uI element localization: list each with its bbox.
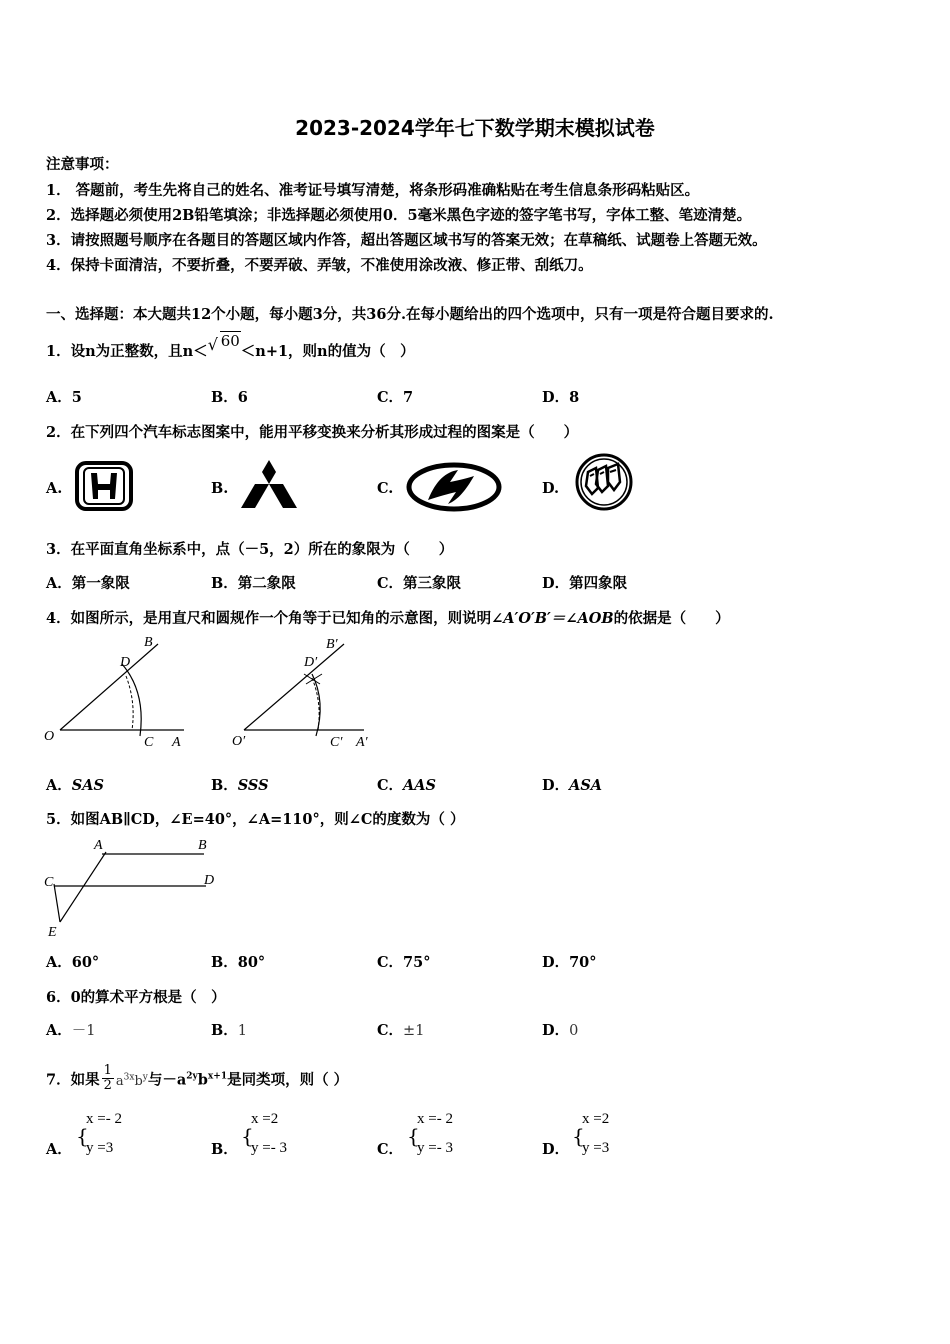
q4-option-d [542, 774, 602, 795]
q1-option-a: A．5 [46, 389, 82, 406]
q1-stem-post: ＜n+1，则n的值为（ ） [240, 343, 415, 360]
q7-option-a-letter: A． [46, 1141, 72, 1158]
fig1-label-d: D [120, 655, 131, 670]
q3-option-a: A．第一象限 [46, 575, 130, 592]
q5-label-c: C [44, 875, 54, 890]
q6-option-b-value: 1 [237, 1023, 247, 1039]
q4-option-b-value: SSS [237, 777, 269, 794]
q7-option-b-eq2: y =- 3 [251, 1140, 287, 1156]
q7-stem-pre: 7．如果 [46, 1071, 100, 1089]
q4-option-b [211, 774, 269, 795]
q3-option-c: C．第三象限 [377, 575, 462, 592]
q7-option-c-letter: C． [377, 1141, 404, 1158]
q3-option-b: B．第二象限 [211, 575, 296, 592]
notes-heading: 注意事项： [46, 156, 119, 173]
q4-figure-copied-angle [230, 632, 390, 752]
q1-option-d: D．8 [542, 389, 580, 406]
q7-option-b-brace: { [241, 1124, 254, 1148]
q6-option-b [211, 1019, 247, 1040]
q7-option-b-letter: B． [211, 1141, 238, 1158]
q6-option-d-letter: D． [542, 1022, 570, 1039]
page-title: 2023-2024学年七下数学期末模拟试卷 [295, 116, 655, 140]
honda-logo-icon [74, 460, 134, 512]
q4-option-b-letter: B． [211, 777, 238, 794]
q7-option-a-eq2: y =3 [86, 1140, 114, 1156]
q5-option-a: A．60° [46, 954, 100, 971]
q7-term1-a: a [115, 1073, 124, 1089]
fig2-label-c: C′ [330, 735, 343, 750]
fig1-label-o: O [44, 729, 55, 744]
q6-option-c [377, 1019, 424, 1040]
note-item-2: 2．选择题必须使用2B铅笔填涂；非选择题必须使用0．5毫米黑色字迹的签字笔书写，字体工整、笔迹清楚。 [46, 207, 752, 224]
note-item-3: 3．请按照题号顺序在各题目的答题区域内作答，超出答题区域书写的答案无效；在草稿纸、试题卷上答题无效。 [46, 232, 767, 249]
q6-option-c-value: ±1 [403, 1023, 425, 1039]
q1-option-b: B．6 [211, 389, 248, 406]
q7-option-a-eq1: x =- 2 [86, 1111, 122, 1127]
q4-option-c [377, 774, 436, 795]
fig1-label-c: C [144, 735, 154, 750]
q7-option-c-eq2: y =- 3 [417, 1140, 453, 1156]
question-7 [46, 1063, 349, 1095]
q7-fraction-denominator: 2 [103, 1078, 112, 1093]
q4-option-c-letter: C． [377, 777, 404, 794]
q5-label-e: E [48, 925, 57, 940]
buick-logo-icon [574, 452, 634, 512]
q7-option-d-letter: D． [542, 1141, 570, 1158]
q2-option-b-label: B. [211, 480, 229, 497]
q1-option-c: C．7 [377, 389, 414, 406]
q5-label-b: B [198, 838, 207, 853]
question-2: 2．在下列四个汽车标志图案中，能用平移变换来分析其形成过程的图案是（ ） [46, 424, 579, 441]
note-item-1: 1． 答题前，考生先将自己的姓名、准考证号填写清楚，将条形码准确粘贴在考生信息条形码粘贴区。 [46, 182, 700, 199]
q4-stem-math: ∠A′O′B′＝∠AOB [491, 610, 614, 627]
q4-option-c-value: AAS [403, 777, 437, 794]
question-4 [46, 607, 730, 628]
hyundai-logo-icon [406, 462, 502, 512]
q7-fraction [102, 1064, 114, 1093]
q4-option-a-letter: A． [46, 777, 72, 794]
q4-option-a-value: SAS [71, 777, 104, 794]
question-1 [46, 332, 415, 361]
q7-stem-post: 是同类项，则（ ） [227, 1071, 349, 1089]
q6-option-d [542, 1019, 578, 1040]
q6-option-c-letter: C． [377, 1022, 404, 1039]
q5-figure-parallel-lines [40, 834, 230, 940]
q7-stem-mid: 与－a [147, 1071, 187, 1089]
fig1-label-b: B [144, 635, 153, 650]
question-3: 3．在平面直角坐标系中，点（－5，2）所在的象限为（ ） [46, 541, 454, 558]
section-heading: 一、选择题：本大题共12个小题，每小题3分，共36分.在每小题给出的四个选项中，只有一项是符合题目要求的. [46, 306, 774, 323]
q7-option-d-eq2: y =3 [582, 1140, 610, 1156]
q5-option-b: B．80° [211, 954, 266, 971]
q2-option-d-label: D. [542, 480, 560, 497]
q7-option-c-brace: { [407, 1124, 420, 1148]
fig2-label-a: A′ [356, 735, 368, 750]
note-item-4: 4．保持卡面清洁，不要折叠，不要弄破、弄皱，不准使用涂改液、修正带、刮纸刀。 [46, 257, 593, 274]
q1-stem-pre: 1．设n为正整数，且n＜ [46, 343, 208, 360]
q7-term1-a-exp: 3x [123, 1072, 135, 1083]
q6-option-d-value: 0 [569, 1023, 579, 1039]
q5-label-a: A [94, 838, 103, 853]
q5-option-d: D．70° [542, 954, 597, 971]
q7-mid-a-exp: 2y [186, 1071, 198, 1082]
mitsubishi-logo-icon [239, 458, 299, 512]
q3-option-d: D．第四象限 [542, 575, 628, 592]
fig1-label-a: A [172, 735, 181, 750]
q6-option-a-letter: A． [46, 1022, 72, 1039]
q7-option-d-eq1: x =2 [582, 1111, 610, 1127]
q6-option-a [46, 1019, 96, 1040]
q1-sqrt: √ 60 [207, 332, 240, 354]
q7-fraction-numerator: 1 [103, 1063, 112, 1078]
fig2-label-d: D′ [304, 655, 318, 670]
question-5: 5．如图AB∥CD，∠E=40°，∠A=110°，则∠C的度数为（ ） [46, 811, 465, 828]
q7-term1-b-exp: y [142, 1072, 148, 1083]
q4-option-d-value: ASA [569, 777, 603, 794]
q7-mid-b-exp: x+1 [207, 1071, 228, 1082]
q7-term1-b: b [134, 1073, 143, 1089]
q7-mid-b: b [197, 1071, 208, 1089]
question-6: 6．0的算术平方根是（ ） [46, 989, 226, 1006]
fig2-label-o: O′ [232, 734, 246, 749]
q4-figure-original-angle [40, 632, 200, 752]
q4-stem-post: 的依据是（ ） [613, 610, 730, 627]
q5-label-d: D [204, 873, 215, 888]
q2-option-c-label: C. [377, 480, 394, 497]
q7-option-c-eq1: x =- 2 [417, 1111, 453, 1127]
q2-option-a-label: A. [46, 480, 63, 497]
q7-option-b-eq1: x =2 [251, 1111, 279, 1127]
q6-option-b-letter: B． [211, 1022, 238, 1039]
fig2-label-b: B′ [326, 637, 338, 652]
q7-option-a-brace: { [76, 1124, 89, 1148]
q7-option-d-brace: { [572, 1124, 585, 1148]
q6-option-a-value: －1 [71, 1023, 96, 1039]
q4-option-d-letter: D． [542, 777, 570, 794]
q5-option-c: C．75° [377, 954, 431, 971]
q4-option-a [46, 774, 104, 795]
q4-stem-pre: 4．如图所示，是用直尺和圆规作一个角等于已知角的示意图，则说明 [46, 610, 492, 627]
q1-radicand: 60 [220, 332, 240, 350]
